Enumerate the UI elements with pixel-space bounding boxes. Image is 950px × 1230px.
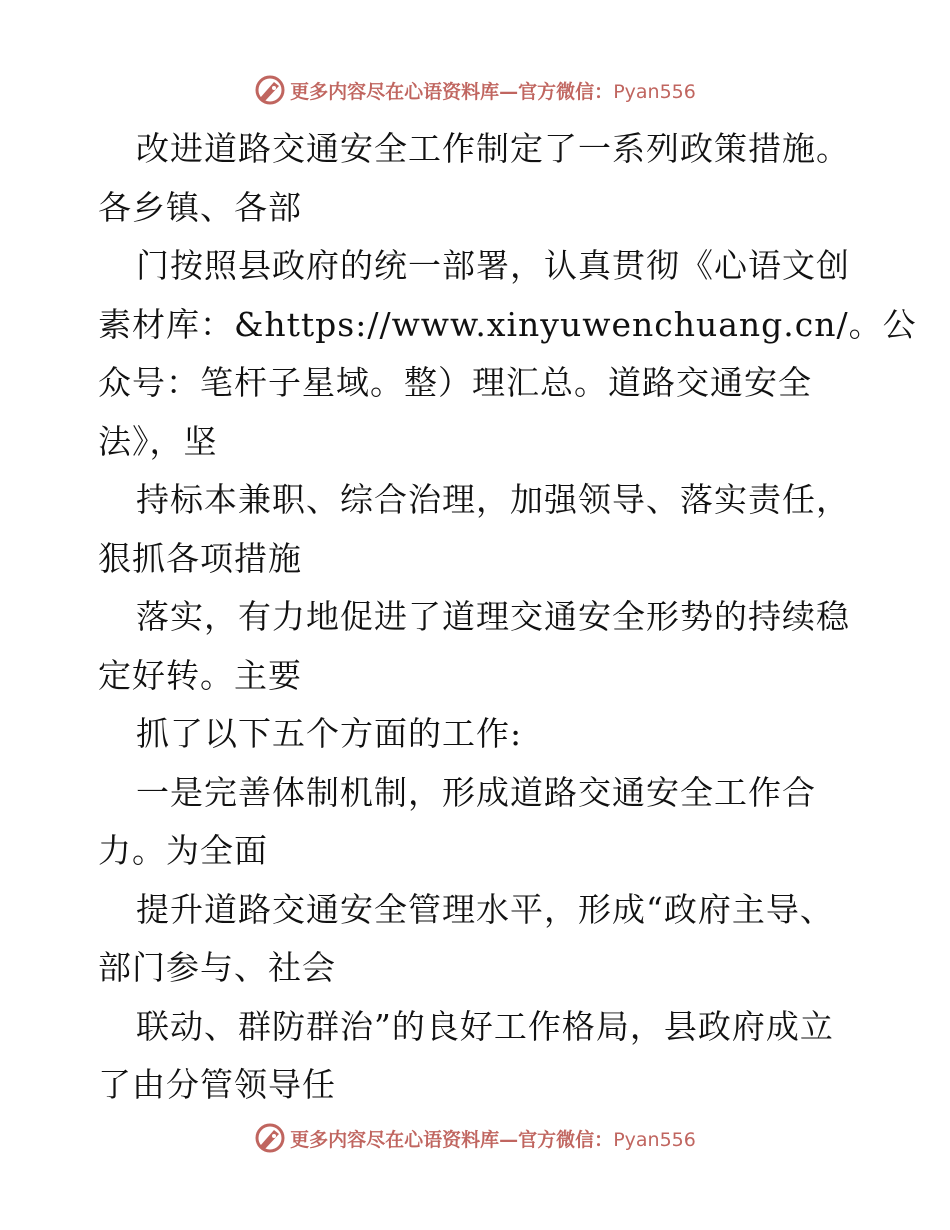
watermark-text bbox=[290, 1125, 696, 1152]
pen-nib-icon bbox=[254, 1122, 286, 1154]
text-line: 改进道路交通安全工作制定了一系列政策措施。 bbox=[136, 129, 850, 168]
watermark-brand: 更多内容尽在心语资料库 bbox=[290, 80, 500, 103]
text-line: 门按照县政府的统一部署，认真贯彻《心语文创 bbox=[136, 246, 850, 285]
watermark-separator: — bbox=[499, 1128, 519, 1151]
text-line: 落实，有力地促进了道理交通安全形势的持续稳 bbox=[136, 597, 850, 636]
text-line: 各乡镇、各部 bbox=[98, 187, 302, 227]
text-line: 提升道路交通安全管理水平，形成“政府主导、 bbox=[136, 889, 834, 929]
watermark-wechat-label: 官方微信： bbox=[518, 1128, 614, 1151]
text-line: 法》，坚 bbox=[98, 421, 218, 461]
text-line: 狠抓各项措施 bbox=[98, 538, 302, 578]
text-line: 联动、群防群治”的良好工作格局，县政府成立 bbox=[136, 1006, 834, 1046]
text-line: 一是完善体制机制，形成道路交通安全工作合 bbox=[136, 772, 816, 812]
text-line: 定好转。主要 bbox=[98, 655, 302, 695]
text-line: 抓了以下五个方面的工作: bbox=[136, 714, 523, 753]
header-watermark bbox=[0, 70, 950, 110]
text-line: 持标本兼职、综合治理，加强领导、落实责任， bbox=[136, 480, 850, 519]
text-line: 素材库：&https://www.xinyuwenchuang.cn/。公 bbox=[98, 304, 917, 344]
watermark-brand: 更多内容尽在心语资料库 bbox=[290, 1128, 500, 1151]
watermark-wechat-id: Pyan556 bbox=[613, 1128, 696, 1151]
watermark-separator: — bbox=[499, 80, 519, 103]
watermark-text bbox=[290, 77, 696, 104]
pen-nib-icon bbox=[254, 74, 286, 106]
text-line: 部门参与、社会 bbox=[98, 948, 336, 987]
watermark-wechat-label: 官方微信： bbox=[518, 80, 614, 103]
watermark-wechat-id: Pyan556 bbox=[613, 80, 696, 103]
text-line: 众号：笔杆子星域。整）理汇总。道路交通安全 bbox=[98, 363, 812, 402]
footer-watermark bbox=[0, 1118, 950, 1158]
text-line: 了由分管领导任 bbox=[98, 1065, 336, 1104]
document-body bbox=[98, 120, 917, 1115]
text-line: 力。为全面 bbox=[98, 831, 268, 870]
